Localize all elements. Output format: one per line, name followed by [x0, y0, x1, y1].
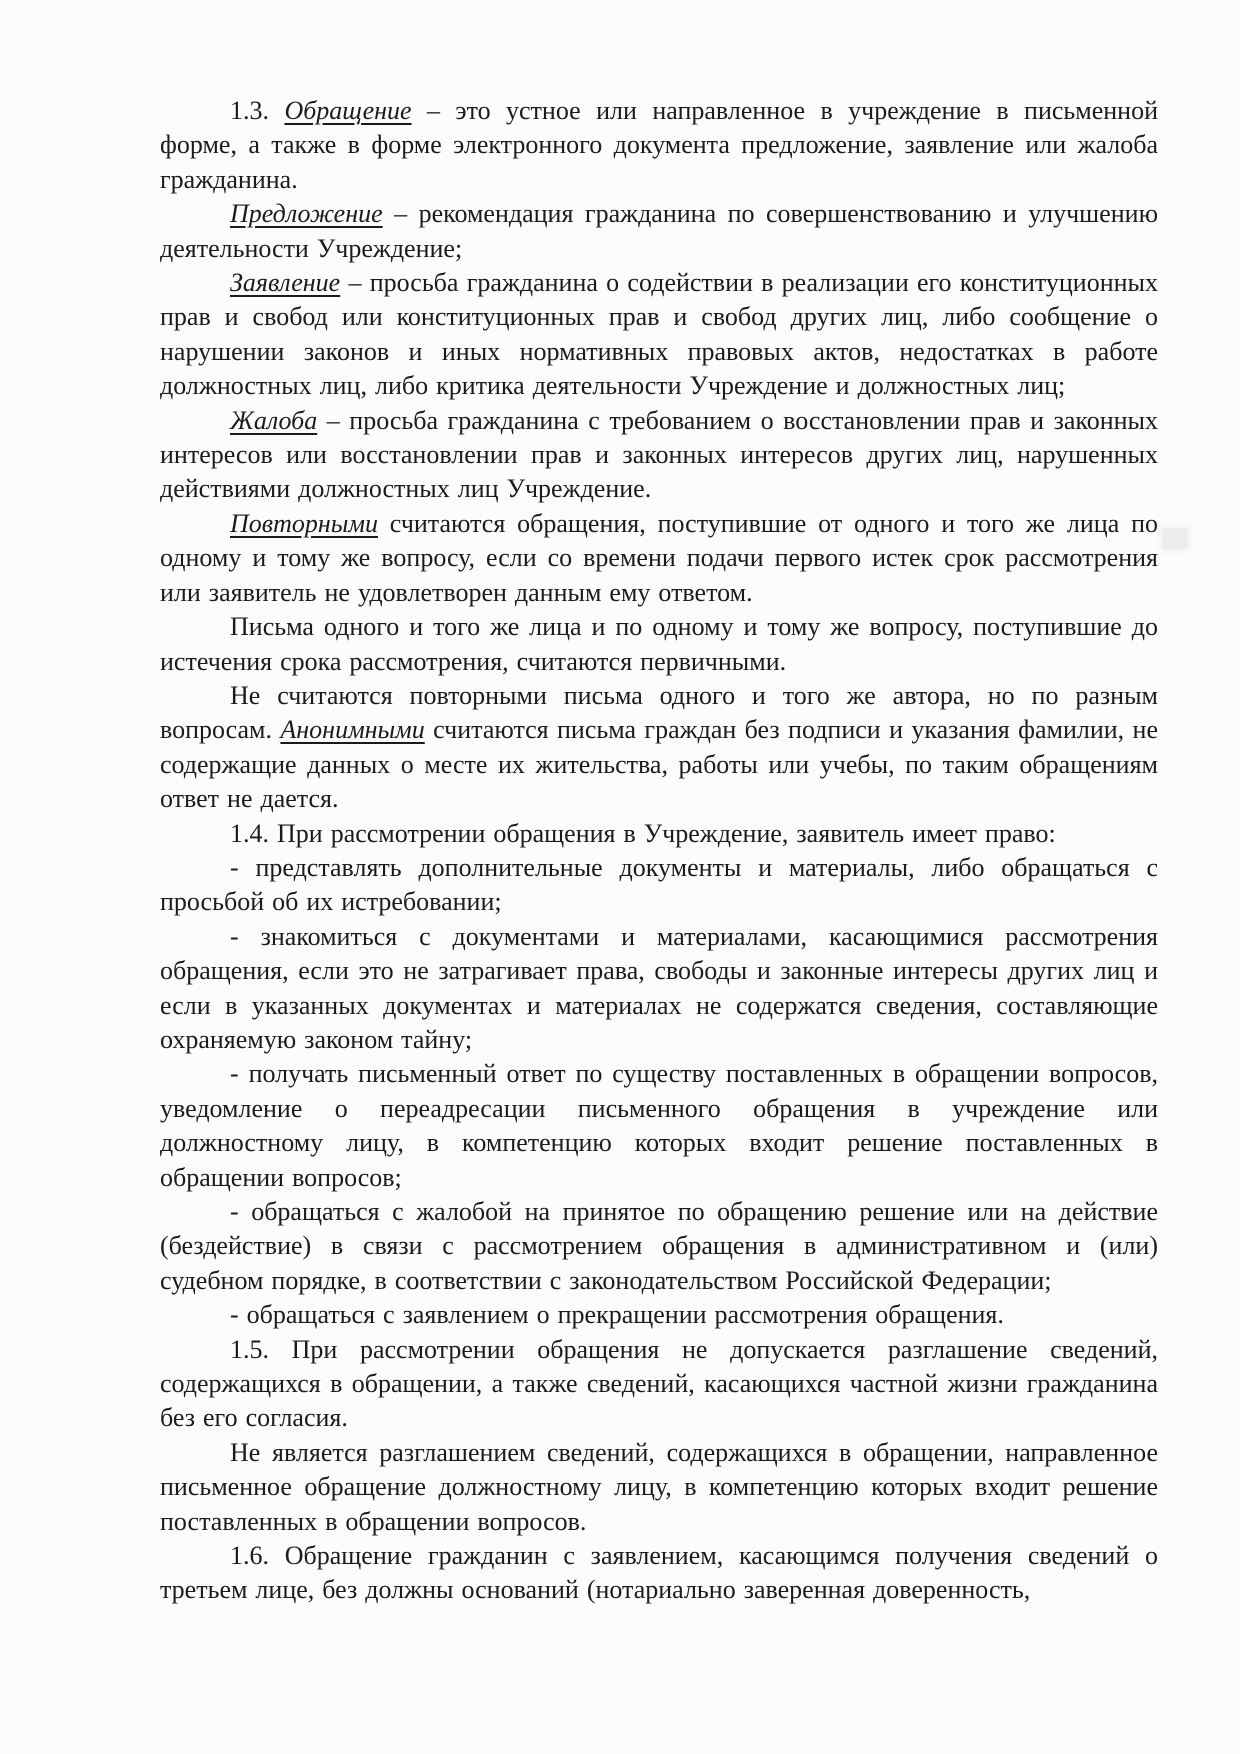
- paragraph: [160, 679, 1158, 817]
- text-run: Письма одного и того же лица и по одному и тому же вопросу, поступившие до истечения срока рассмотрения, считаются первичными.: [160, 612, 1158, 676]
- text-run: Не считаются повторными письма одного и того же автора, но по разным вопросам.: [160, 680, 1158, 745]
- document-body: [160, 94, 1158, 1608]
- scan-smudge-artifact: [1162, 528, 1188, 549]
- text-run: Не является разглашением сведений, содержащихся в обращении, направленное письменное обращение должностному лицу, в компетенцию которых входит решение поставленных в обращении вопросов.: [160, 1437, 1158, 1536]
- term-emphasis: Обращение: [284, 96, 412, 125]
- text-run: - знакомиться с документами и материалами, касающимися рассмотрения обращения, если это не затрагивает права, свободы и законные интересы других лиц и если в указанных документах и материалах не содержатся сведения, составляющие охраняемую законом тайну;: [160, 921, 1158, 1054]
- paragraph: [160, 1333, 1158, 1436]
- term-emphasis: Жалоба: [230, 405, 318, 435]
- text-run: 1.3.: [230, 96, 285, 125]
- paragraph: [160, 197, 1158, 266]
- paragraph: [160, 1195, 1158, 1298]
- text-run: - представлять дополнительные документы и материалы, либо обращаться с просьбой об их истребовании;: [160, 852, 1158, 917]
- text-run: 1.6. Обращение гражданин с заявлением, касающимся получения сведений о третьем лице, без должны оснований (нотариально заверенная доверенность,: [160, 1541, 1158, 1605]
- text-run: 1.4. При рассмотрении обращения в Учреждение, заявитель имеет право:: [230, 818, 1056, 848]
- text-run: считаются обращения, поступившие от одного и того же лица по одному и тому же вопросу, если со времени подачи первого истек срок рассмотрения или заявитель не удовлетворен данным ему ответом.: [160, 508, 1158, 607]
- paragraph: [160, 920, 1158, 1058]
- term-emphasis: Заявление: [230, 268, 341, 298]
- text-run: 1.5. При рассмотрении обращения не допускается разглашение сведений, содержащихся в обращении, а также сведений, касающихся частной жизни гражданина без его согласия.: [160, 1334, 1158, 1433]
- term-emphasis: Предложение: [230, 199, 383, 229]
- paragraph: [160, 1539, 1158, 1608]
- paragraph: [160, 1298, 1158, 1332]
- paragraph: [160, 1057, 1158, 1195]
- paragraph: [160, 1436, 1158, 1539]
- paragraph: [160, 404, 1158, 507]
- paragraph: [160, 610, 1158, 679]
- text-run: – рекомендация гражданина по совершенствованию и улучшению деятельности Учреждение;: [160, 199, 1158, 263]
- paragraph: [160, 507, 1158, 610]
- text-run: - получать письменный ответ по существу поставленных в обращении вопросов, уведомление о переадресации письменного обращения в учреждение или должностному лицу, в компетенцию которых входит решение поставленных в обращении вопросов;: [160, 1059, 1158, 1192]
- term-emphasis: Повторными: [230, 508, 378, 538]
- paragraph: [160, 817, 1158, 851]
- text-run: – это устное или направленное в учреждение в письменной форме, а также в форме электронного документа предложение, заявление или жалоба гражданина.: [160, 96, 1158, 194]
- text-run: - обращаться с заявлением о прекращении рассмотрения обращения.: [230, 1300, 1004, 1330]
- text-run: - обращаться с жалобой на принятое по обращению решение или на действие (бездействие) в связи с рассмотрением обращения в административном и (или) судебном порядке, в соответствии с законодательством Российской Федерации;: [160, 1197, 1158, 1295]
- term-emphasis: Анонимными: [280, 715, 425, 745]
- paragraph: [160, 851, 1158, 920]
- paragraph: [160, 94, 1158, 197]
- text-run: – просьба гражданина о содействии в реализации его конституционных прав и свобод или конституционных прав и свобод других лиц, либо сообщение о нарушении законов и иных нормативных правовых актов, недостатках в работе должностных лиц, либо критика деятельности Учреждение и должностных лиц;: [160, 268, 1158, 401]
- paragraph: [160, 266, 1158, 404]
- text-run: – просьба гражданина с требованием о восстановлении прав и законных интересов или восстановлении прав и законных интересов других лиц, нарушенных действиями должностных лиц Учреждение.: [160, 405, 1158, 504]
- text-run: считаются письма граждан без подписи и указания фамилии, не содержащие данных о месте их жительства, работы или учебы, по таким обращениям ответ не дается.: [160, 715, 1158, 814]
